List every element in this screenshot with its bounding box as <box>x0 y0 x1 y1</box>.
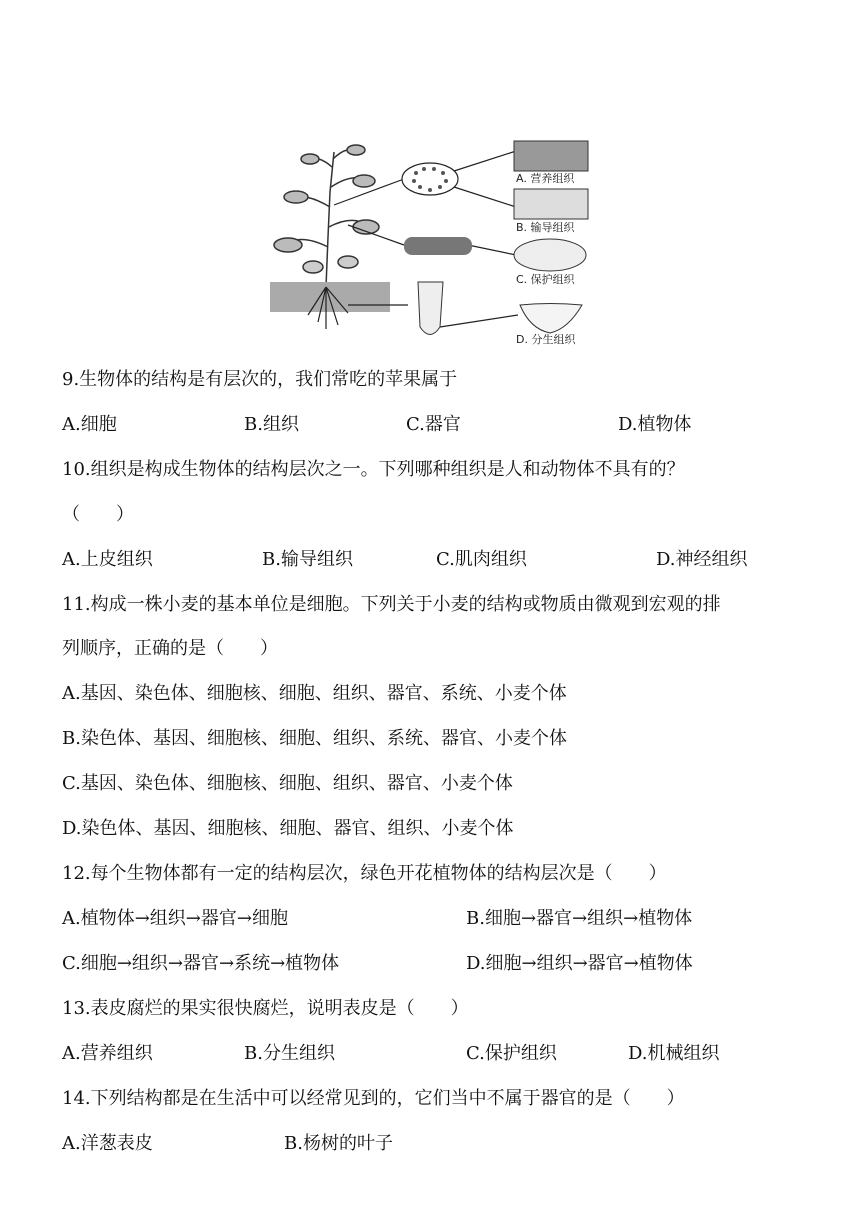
question-12-stem: 12.每个生物体都有一定的结构层次，绿色开花植物体的结构层次是（ ） <box>62 863 667 884</box>
q14-option-a: A.洋葱表皮 <box>62 1133 153 1154</box>
root-tip <box>418 282 443 335</box>
conducting-tissue-image <box>514 189 588 219</box>
question-13-stem: 13.表皮腐烂的果实很快腐烂，说明表皮是（ ） <box>62 998 469 1019</box>
figure-label-b: B. 输导组织 <box>516 221 575 234</box>
q9-option-b: B.组织 <box>244 414 299 435</box>
q14-option-b: B.杨树的叶子 <box>284 1133 393 1154</box>
q12-option-a: A.植物体→组织→器官→细胞 <box>62 908 288 929</box>
q10-option-c: C.肌肉组织 <box>436 549 527 570</box>
q11-option-b: B.染色体、基因、细胞核、细胞、组织、系统、器官、小麦个体 <box>62 728 567 749</box>
q11-option-a: A.基因、染色体、细胞核、细胞、组织、器官、系统、小麦个体 <box>62 683 567 704</box>
q13-option-c: C.保护组织 <box>466 1043 557 1064</box>
question-11-stem: 11.构成一株小麦的基本单位是细胞。下列关于小麦的结构或物质由微观到宏观的排 <box>62 594 721 615</box>
figure-label-c: C. 保护组织 <box>516 273 575 286</box>
soil <box>270 282 390 312</box>
q13-option-b: B.分生组织 <box>244 1043 335 1064</box>
q10-option-a: A.上皮组织 <box>62 549 153 570</box>
q12-option-c: C.细胞→组织→器官→系统→植物体 <box>62 953 340 974</box>
figure-label-d: D. 分生组织 <box>516 333 576 346</box>
nutrient-tissue-image <box>514 141 588 171</box>
q11-option-d: D.染色体、基因、细胞核、细胞、器官、组织、小麦个体 <box>62 818 514 839</box>
q13-option-a: A.营养组织 <box>62 1043 153 1064</box>
q9-option-c: C.器官 <box>406 414 461 435</box>
q9-option-d: D.植物体 <box>618 414 692 435</box>
plant-tissue-figure <box>268 137 592 347</box>
q12-option-d: D.细胞→组织→器官→植物体 <box>466 953 693 974</box>
question-9-stem: 9.生物体的结构是有层次的，我们常吃的苹果属于 <box>62 369 458 390</box>
q10-option-d: D.神经组织 <box>656 549 748 570</box>
plant-drawing <box>274 145 379 287</box>
q10-option-b: B.输导组织 <box>262 549 353 570</box>
q9-option-a: A.细胞 <box>62 414 117 435</box>
q13-option-d: D.机械组织 <box>628 1043 720 1064</box>
question-10-stem: 10.组织是构成生物体的结构层次之一。下列哪种组织是人和动物体不具有的？ <box>62 459 685 480</box>
question-11-stem-cont: 列顺序，正确的是（ ） <box>62 638 278 659</box>
leaf-section <box>404 237 472 255</box>
question-14-stem: 14.下列结构都是在生活中可以经常见到的，它们当中不属于器官的是（ ） <box>62 1088 685 1109</box>
q11-option-c: C.基因、染色体、细胞核、细胞、组织、器官、小麦个体 <box>62 773 513 794</box>
plant-tissue-illustration <box>268 137 592 347</box>
protective-tissue-image <box>514 239 586 271</box>
figure-label-a: A. 营养组织 <box>516 172 575 185</box>
question-10-answer-paren: （ ） <box>62 504 134 525</box>
q12-option-b: B.细胞→器官→组织→植物体 <box>466 908 693 929</box>
meristem-tissue-image <box>520 304 582 334</box>
